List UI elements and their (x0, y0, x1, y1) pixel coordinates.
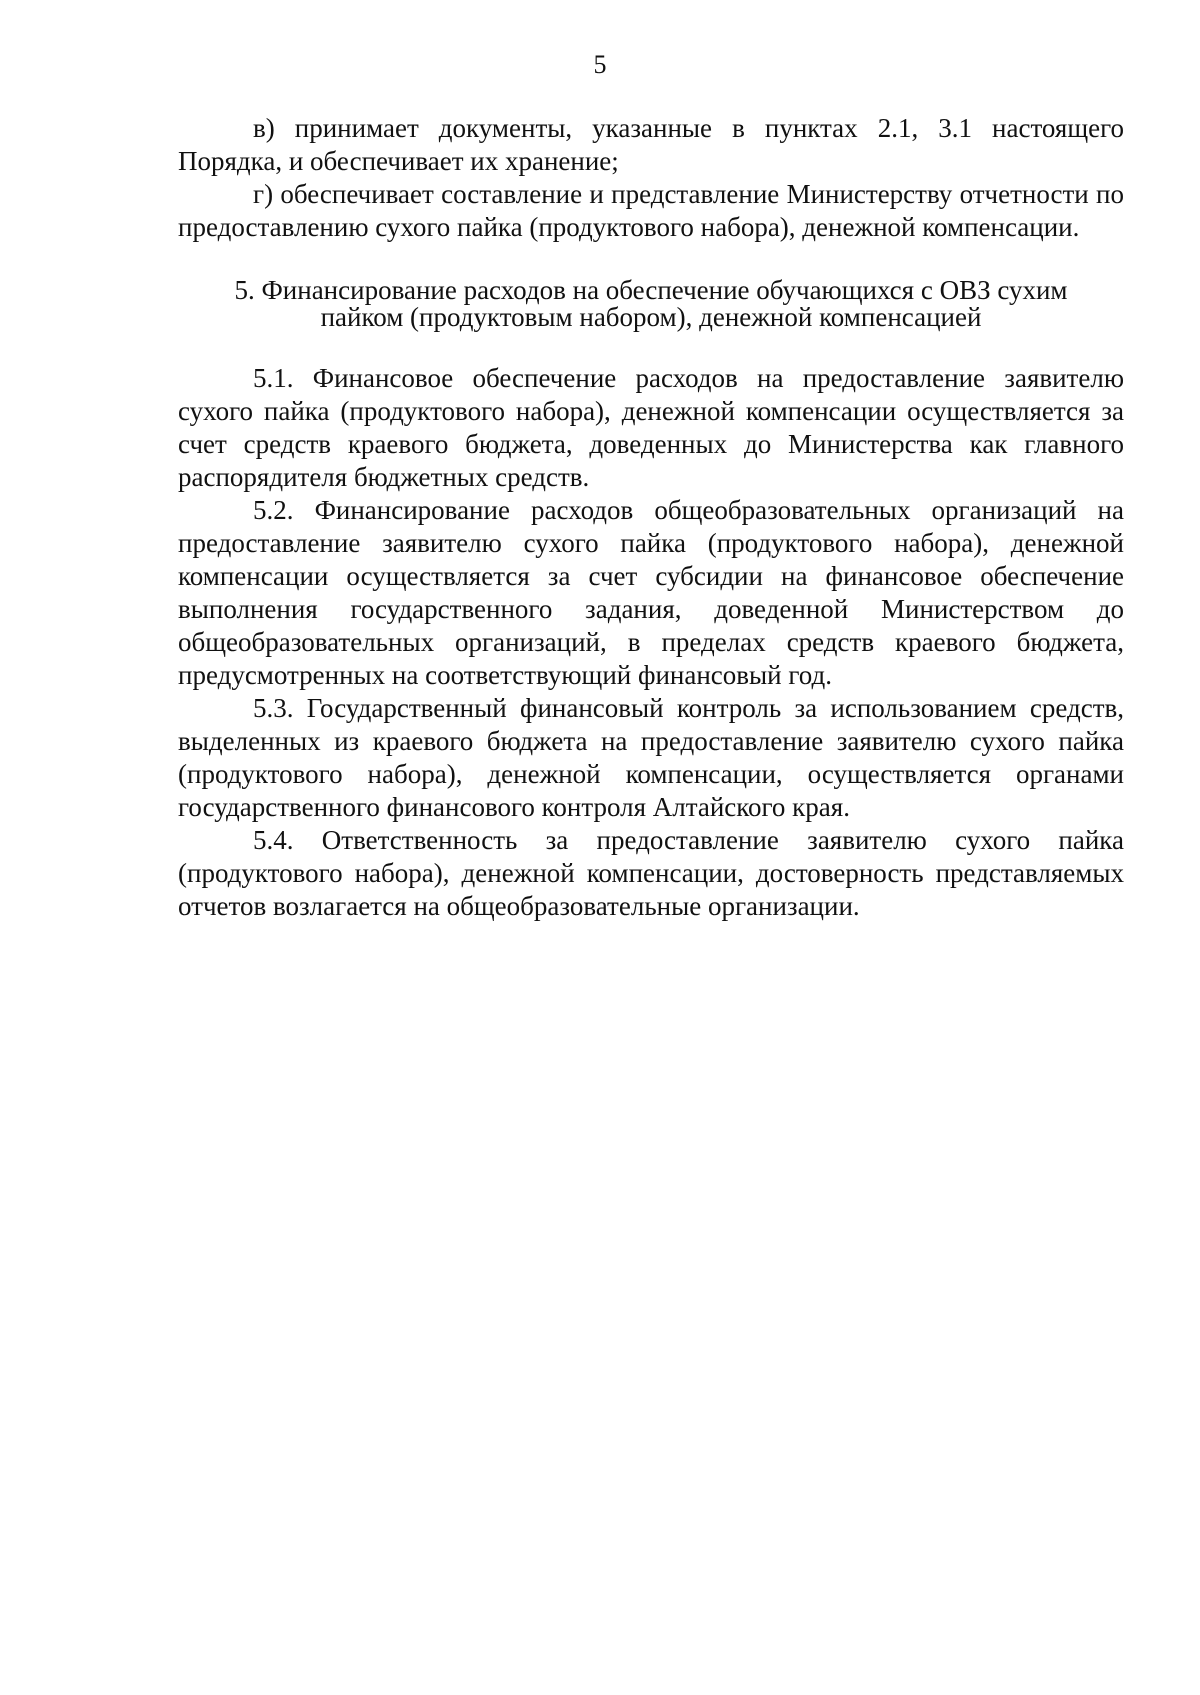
section-heading-line-1: 5. Финансирование расходов на обеспечение обучающихся с ОВЗ сухим (234, 275, 1068, 305)
paragraph-v: в) принимает документы, указанные в пунктах 2.1, 3.1 настоящего Порядка, и обеспечивает их хранение; (178, 113, 1124, 176)
page-number: 5 (593, 50, 607, 79)
section-heading (178, 277, 1124, 331)
document-body (178, 112, 1124, 923)
paragraph-5-2: 5.2. Финансирование расходов общеобразовательных организаций на предоставление заявителю сухого пайка (продуктового набора), денежной компенсации осуществляется за счет субсидии на финансовое обеспечение выполнения государственного задания, доведенной Министерством до общеобразовательных организаций, в пределах средств краевого бюджета, предусмотренных на соответствующий финансовый год. (178, 495, 1124, 690)
paragraph-5-4: 5.4. Ответственность за предоставление заявителю сухого пайка (продуктового набора), денежной компенсации, достоверность представляемых отчетов возлагается на общеобразовательные организации. (178, 825, 1124, 921)
section-heading-line-2: пайком (продуктовым набором), денежной компенсацией (320, 302, 982, 332)
paragraph-5-3: 5.3. Государственный финансовый контроль за использованием средств, выделенных из краевого бюджета на предоставление заявителю сухого пайка (продуктового набора), денежной компенсации, осуществляется органами государственного финансового контроля Алтайского края. (178, 693, 1124, 822)
paragraph-5-1: 5.1. Финансовое обеспечение расходов на предоставление заявителю сухого пайка (продуктового набора), денежной компенсации осуществляется за счет средств краевого бюджета, доведенных до Министерства как главного распорядителя бюджетных средств. (178, 363, 1124, 492)
paragraph-g: г) обеспечивает составление и представление Министерству отчетности по предоставлению сухого пайка (продуктового набора), денежной компенсации. (178, 179, 1124, 242)
